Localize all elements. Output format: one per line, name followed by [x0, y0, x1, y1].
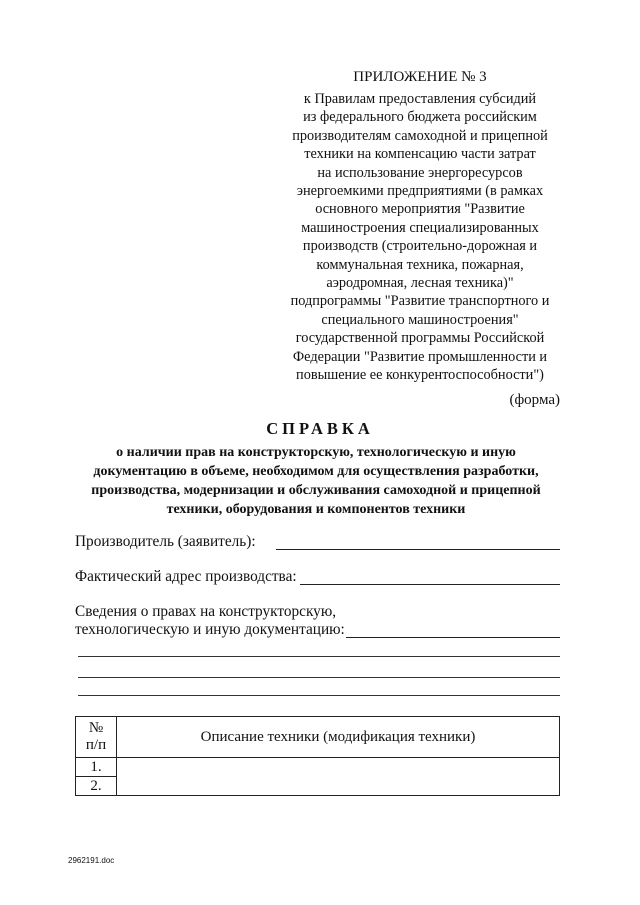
rights-label-line2: технологическую и иную документацию: — [75, 621, 345, 638]
table-header-row — [76, 717, 560, 758]
annex-line: машиностроения специализированных — [301, 219, 539, 236]
annex-line: энергоемкими предприятиями (в рамках — [296, 183, 544, 200]
annex-title: ПРИЛОЖЕНИЕ № 3 — [353, 69, 487, 85]
manufacturer-label: Производитель (заявитель): — [75, 533, 256, 550]
rights-field[interactable] — [346, 637, 560, 638]
table-header-description: Описание техники (модификация техники) — [117, 717, 560, 758]
annex-line: коммунальная техника, пожарная, — [316, 256, 524, 273]
subtitle-line: производства, модернизации и обслуживания самоходной и прицепной — [91, 483, 541, 498]
rights-label-line1: Сведения о правах на конструкторскую, — [75, 603, 337, 620]
annex-line: производителям самоходной и прицепной — [292, 127, 548, 144]
header-number-abbr: п/п — [85, 737, 107, 753]
row-number: 1. — [76, 758, 117, 777]
address-field[interactable] — [300, 584, 560, 585]
annex-line: аэродромная, лесная техника)" — [326, 275, 514, 292]
manufacturer-field[interactable] — [276, 549, 560, 550]
annex-caption — [280, 90, 560, 385]
annex-line: из федерального бюджета российским — [303, 109, 537, 126]
annex-line: государственной программы Российской — [295, 330, 545, 347]
annex-line: Федерации "Развитие промышленности и — [292, 348, 548, 365]
annex-line: специального машиностроения" — [321, 311, 519, 328]
annex-line: производств (строительно-дорожная и — [302, 238, 538, 255]
document-filename: 2962191.doc — [68, 856, 115, 865]
subtitle-line: документацию в объеме, необходимом для осуществления разработки, — [93, 464, 539, 479]
document-subtitle — [72, 443, 560, 519]
equipment-table — [75, 716, 560, 796]
subtitle-line: техники, оборудования и компонентов техники — [166, 502, 466, 517]
annex-line: подпрограммы "Развитие транспортного и — [290, 293, 550, 310]
row-number: 2. — [76, 777, 117, 796]
blank-line[interactable] — [78, 677, 560, 678]
document-title: СПРАВКА — [266, 419, 374, 438]
annex-line: повышение ее конкурентоспособности") — [296, 367, 544, 384]
address-label: Фактический адрес производства: — [75, 568, 297, 585]
annex-line: техники на компенсацию части затрат — [304, 146, 536, 163]
form-mark: (форма) — [509, 392, 560, 408]
blank-line[interactable] — [78, 656, 560, 657]
table-row — [76, 758, 560, 777]
annex-line: на использование энергоресурсов — [317, 164, 523, 181]
table-header-number — [76, 717, 117, 758]
blank-line[interactable] — [78, 695, 560, 696]
description-cell[interactable] — [117, 758, 560, 796]
annex-line: основного мероприятия "Развитие — [315, 201, 525, 218]
header-number-symbol: № — [88, 720, 104, 736]
subtitle-line: о наличии прав на конструкторскую, технологическую и иную — [116, 445, 516, 460]
annex-line: к Правилам предоставления субсидий — [303, 91, 537, 107]
